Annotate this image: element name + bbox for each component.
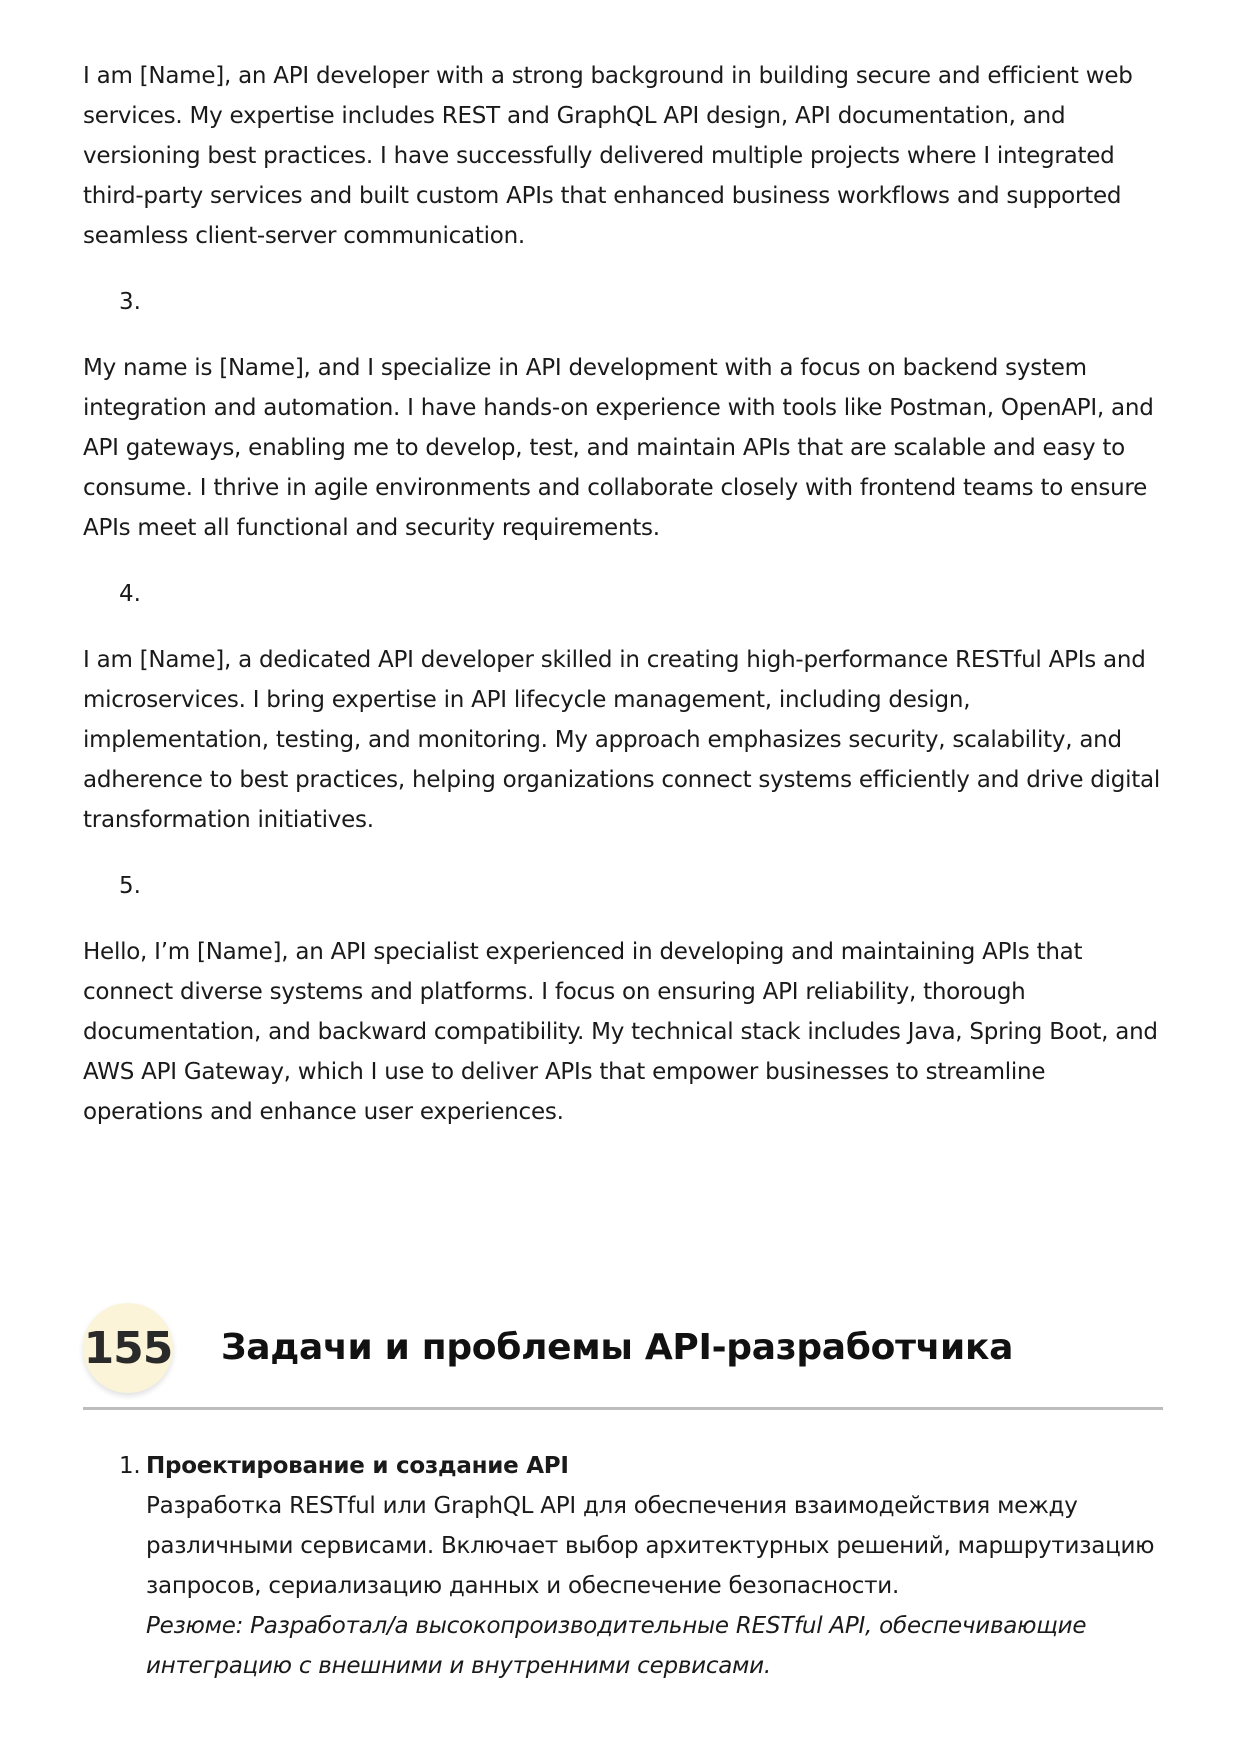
section-title: Задачи и проблемы API-разработчика — [221, 1327, 1014, 1368]
task-list — [83, 1446, 1163, 1686]
paragraph-number: 3. — [119, 289, 141, 315]
list-item-resume: Резюме: Разработал/а высокопроизводительные RESTful API, обеспечивающие интеграцию с внешними и внутренними сервисами. — [146, 1613, 1087, 1679]
section-header — [83, 1303, 1163, 1410]
paragraph-number: 4. — [119, 581, 141, 607]
list-item-title: Проектирование и создание API — [146, 1453, 569, 1479]
list-item-body: Разработка RESTful или GraphQL API для обеспечения взаимодействия между различными сервисами. Включает выбор архитектурных решений, маршрутизацию запросов, сериализацию данных и обеспечение безопасности. — [146, 1493, 1155, 1599]
section-number-badge: 155 — [83, 1303, 173, 1393]
list-marker: 1. — [119, 1453, 141, 1479]
paragraph-intro: I am [Name], an API developer with a strong background in building secure and efficient web services. My expertise includes REST and GraphQL API design, API documentation, and versioning best practices. I have successfully delivered multiple projects where I integrated third-party services and built custom APIs that enhanced business workflows and supported seamless client-server communication. — [83, 63, 1133, 249]
paragraph-text: Hello, I’m [Name], an API specialist experienced in developing and maintaining APIs that connect diverse systems and platforms. I focus on ensuring API reliability, thorough documentation, and backward compatibility. My technical stack includes Java, Spring Boot, and AWS API Gateway, which I use to deliver APIs that empower businesses to streamline operations and enhance user experiences. — [83, 939, 1158, 1125]
paragraph-number: 5. — [119, 873, 141, 899]
paragraph-text: My name is [Name], and I specialize in API development with a focus on backend system integration and automation. I have hands-on experience with tools like Postman, OpenAPI, and API gateways, enabling me to develop, test, and maintain APIs that are scalable and easy to consume. I thrive in agile environments and collaborate closely with frontend teams to ensure APIs meet all functional and security requirements. — [83, 355, 1154, 541]
list-item — [83, 1446, 1163, 1686]
paragraph-text: I am [Name], a dedicated API developer skilled in creating high-performance RESTful APIs and microservices. I bring expertise in API lifecycle management, including design, implementation, testing, and monitoring. My approach emphasizes security, scalability, and adherence to best practices, helping organizations connect systems efficiently and drive digital transformation initiatives. — [83, 647, 1161, 833]
document-body — [83, 56, 1163, 1158]
